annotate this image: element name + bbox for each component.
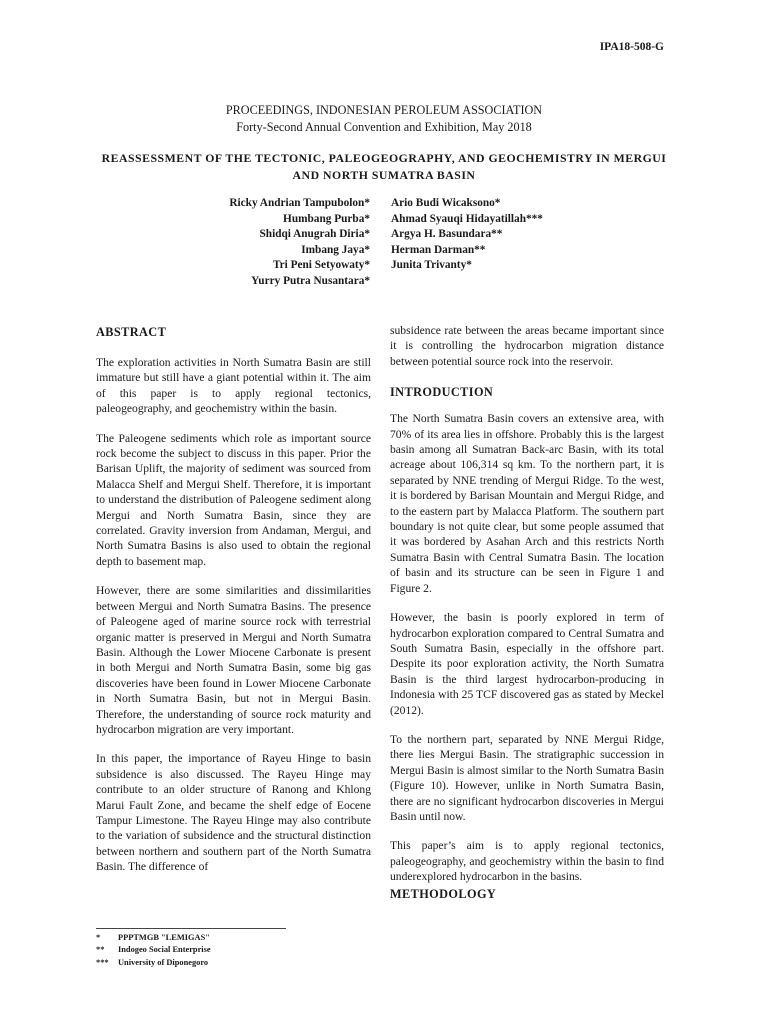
author: Shidqi Anugrah Diria* — [259, 228, 370, 241]
footnote-divider — [96, 928, 286, 929]
footnote-mark: * — [96, 933, 101, 942]
footnote-text: University of Diponegoro — [118, 957, 209, 967]
footnote — [96, 932, 211, 944]
author: Tri Peni Setyowaty* — [272, 259, 370, 272]
footnote-mark: *** — [96, 957, 109, 967]
proceedings-line-2: Forty-Second Annual Convention and Exhibition, May 2018 — [236, 120, 532, 134]
abstract-heading: ABSTRACT — [96, 325, 167, 339]
introduction-paragraph: The North Sumatra Basin covers an extensive area, with 70% of its area lies in offshore. Probably this is the largest basin among all Sumatran Back-arc Basin, with its total acreage about 106,314 sq km. To the northern part, it is separated by NNE trending of Mergui Ridge. To the west, it is bordered by Barisan Mountain and Mergui Ridge, and to the eastern part by Malacca Platform. The southern part boundary is not quite clear, but some people assumed that it was bordered by Asahan Arch and this restricts North Sumatra Basin with Central Sumatra Basin. The location of basin and its structure can be seen in Figure 1 and Figure 2. — [390, 412, 664, 595]
introduction-heading: INTRODUCTION — [390, 385, 494, 400]
author: Imbang Jaya* — [301, 243, 370, 256]
author: Ricky Andrian Tampubolon* — [229, 197, 370, 209]
abstract-paragraph: The Paleogene sediments which role as important source rock become the subject to discuss in this paper. Prior the Barisan Uplift, the majority of sediment was sourced from Malacca Shelf and Mergui Shelf. Therefore, it is important to understand the distribution of Paleogene sediment along Mergui and North Sumatra Basin, since they are correlated. Gravity inversion from Andaman, Mergui, and North Sumatra Basins is also used to obtain the regional depth to basement map. — [96, 431, 371, 568]
introduction-paragraph: To the northern part, separated by NNE Mergui Ridge, there lies Mergui Basin. The stratigraphic succession in Mergui Basin is almost similar to the North Sumatra Basin (Figure 10). However, unlike in North Sumatra Basin, there are no significant hydrocarbon discoveries in Mergui Basin until now. — [390, 732, 664, 823]
author: Ahmad Syauqi Hidayatillah*** — [391, 212, 543, 225]
footnote-text: Indogeo Social Enterprise — [118, 945, 211, 955]
footnote — [96, 944, 211, 956]
footnote-mark: ** — [96, 945, 105, 955]
author: Yurry Putra Nusantara* — [251, 274, 370, 287]
paper-title: REASSESSMENT OF THE TECTONIC, PALEOGEOGRAPHY, AND GEOCHEMISTRY IN MERGUI AND NORTH SUMATRA BASIN — [101, 151, 667, 182]
right-column — [390, 323, 664, 903]
footnote — [96, 957, 211, 969]
proceedings-line-1: PROCEEDINGS, INDONESIAN PEROLEUM ASSOCIATION — [225, 103, 543, 117]
author: Humbang Purba* — [283, 212, 370, 225]
abstract-paragraph: The exploration activities in North Sumatra Basin are still immature but still have a giant potential within it. The aim of this paper is to apply regional tectonics, paleogeography, and geochemistry within the basin. — [96, 356, 371, 416]
author: Herman Darman** — [391, 243, 486, 256]
authors-right-column — [391, 196, 543, 274]
introduction-paragraph: However, the basin is poorly explored in term of hydrocarbon exploration compared to Central Sumatra and South Sumatra Basin, especially in the offshore part. Despite its poor exploration activity, the North Sumatra Basin is the third largest hydrocarbon-producing in Indonesia with 25 TCF discovered gas as stated by Meckel (2012). — [390, 611, 664, 717]
footnotes — [96, 932, 211, 969]
left-column — [96, 323, 371, 875]
proceedings-header — [0, 102, 768, 136]
abstract-paragraph: However, there are some similarities and dissimilarities between Mergui and North Sumatra Basins. The presence of Paleogene aged of marine source rock with terrestrial organic matter is preserved in Mergui and North Sumatra Basin. Although the Lower Miocene Carbonate is present in both Mergui and North Sumatra Basin, some big gas discoveries have been found in Lower Miocene Carbonate in North Sumatra Basin, but not in Mergui Basin. Therefore, the understanding of source rock maturity and hydrocarbon migration are very important. — [96, 584, 371, 736]
paper-id: IPA18-508-G — [599, 41, 664, 53]
abstract-paragraph: In this paper, the importance of Rayeu Hinge to basin subsidence is also discussed. The Rayeu Hinge may contribute to an older structure of Ranong and Khlong Marui Fault Zone, and became the shelf edge of Eocene Tampur Limestone. The Rayeu Hinge may also contribute to the variation of subsidence and the structural distinction between northern and southern part of the North Sumatra Basin. The difference of — [96, 752, 371, 874]
footnote-text: PPPTMGB "LEMIGAS" — [118, 933, 210, 942]
author: Ario Budi Wicaksono* — [391, 197, 501, 209]
abstract-continuation: subsidence rate between the areas became important since it is controlling the hydrocarbon migration distance between potential source rock into the reservoir. — [390, 324, 664, 368]
authors-left-column — [229, 196, 370, 290]
methodology-heading: METHODOLOGY — [390, 886, 497, 901]
author: Argya H. Basundara** — [391, 228, 503, 241]
introduction-paragraph: This paper’s aim is to apply regional tectonics, paleogeography, and geochemistry within the basin to find underexplored hydrocarbon in the basins. — [390, 839, 664, 884]
author: Junita Trivanty* — [391, 259, 472, 272]
